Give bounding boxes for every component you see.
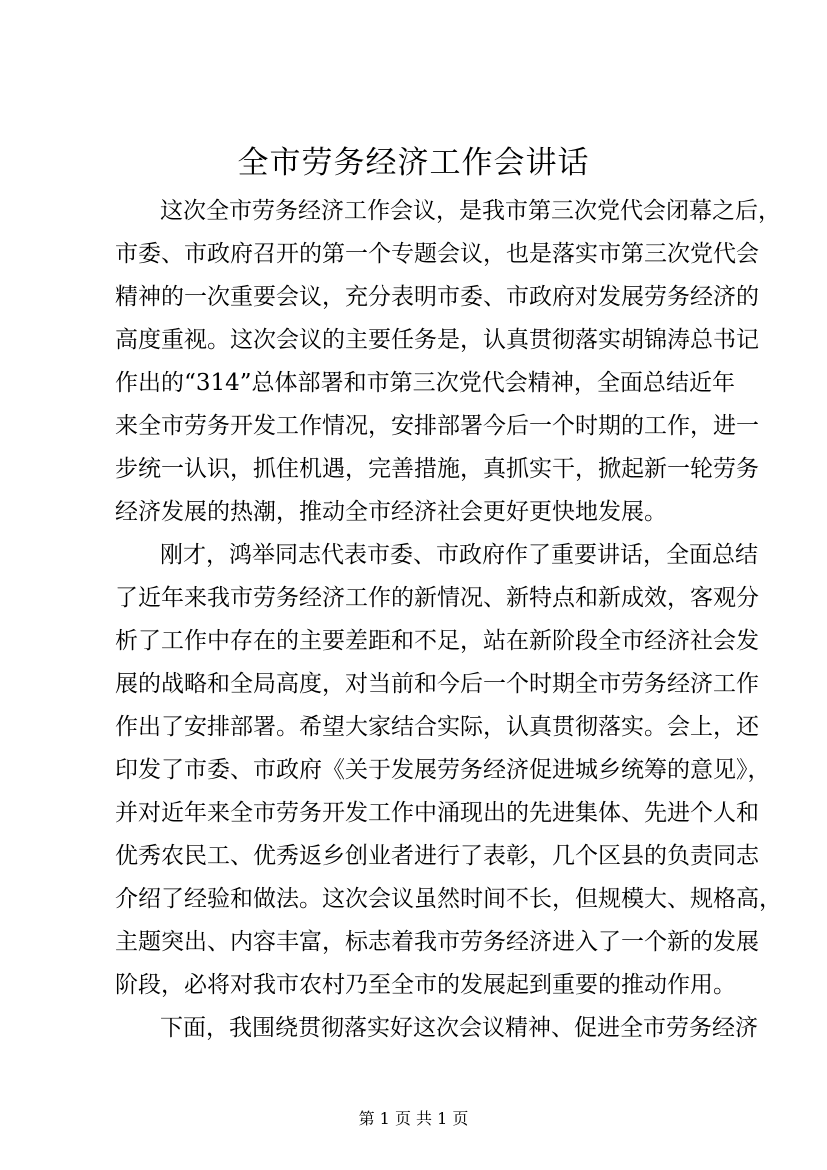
- page-number-footer: 第 1 页 共 1 页: [358, 1109, 469, 1128]
- text-line: 优秀农民工、优秀返乡创业者进行了表彰，几个区县的负责同志: [115, 843, 759, 869]
- text-line: 刚才，鸿举同志代表市委、市政府作了重要讲话，全面总结: [160, 542, 758, 568]
- text-line: 下面，我围绕贯彻落实好这次会议精神、促进全市劳务经济: [160, 1015, 758, 1041]
- text-line: 阶段，必将对我市农村乃至全市的发展起到重要的推动作用。: [115, 972, 736, 998]
- text-line: 展的战略和全局高度，对当前和今后一个时期全市劳务经济工作: [115, 671, 759, 697]
- text-line: 主题突出、内容丰富，标志着我市劳务经济进入了一个新的发展: [115, 929, 759, 955]
- text-line: 高度重视。这次会议的主要任务是，认真贯彻落实胡锦涛总书记: [115, 327, 759, 353]
- text-line: 介绍了经验和做法。这次会议虽然时间不长，但规模大、规格高，: [115, 886, 782, 912]
- text-line: 经济发展的热潮，推动全市经济社会更好更快地发展。: [115, 499, 667, 525]
- text-line: 析了工作中存在的主要差距和不足，站在新阶段全市经济社会发: [115, 628, 759, 654]
- text-line: 来全市劳务开发工作情况，安排部署今后一个时期的工作，进一: [115, 413, 759, 439]
- text-line: 市委、市政府召开的第一个专题会议，也是落实市第三次党代会: [115, 241, 759, 267]
- text-line: 作出了安排部署。希望大家结合实际，认真贯彻落实。会上，还: [115, 714, 759, 740]
- text-line: 并对近年来全市劳务开发工作中涌现出的先进集体、先进个人和: [115, 800, 759, 826]
- text-line: 这次全市劳务经济工作会议，是我市第三次党代会闭幕之后，: [160, 198, 781, 224]
- text-line: 步统一认识，抓住机遇，完善措施，真抓实干，掀起新一轮劳务: [115, 456, 759, 482]
- text-line: 印发了市委、市政府《关于发展劳务经济促进城乡统筹的意见》，: [115, 757, 771, 783]
- text-line: 了近年来我市劳务经济工作的新情况、新特点和新成效，客观分: [115, 585, 759, 611]
- document-title: 全市劳务经济工作会讲话: [237, 145, 590, 181]
- text-line: 精神的一次重要会议，充分表明市委、市政府对发展劳务经济的: [115, 284, 759, 310]
- text-line: 作出的“314”总体部署和市第三次党代会精神，全面总结近年: [115, 370, 735, 396]
